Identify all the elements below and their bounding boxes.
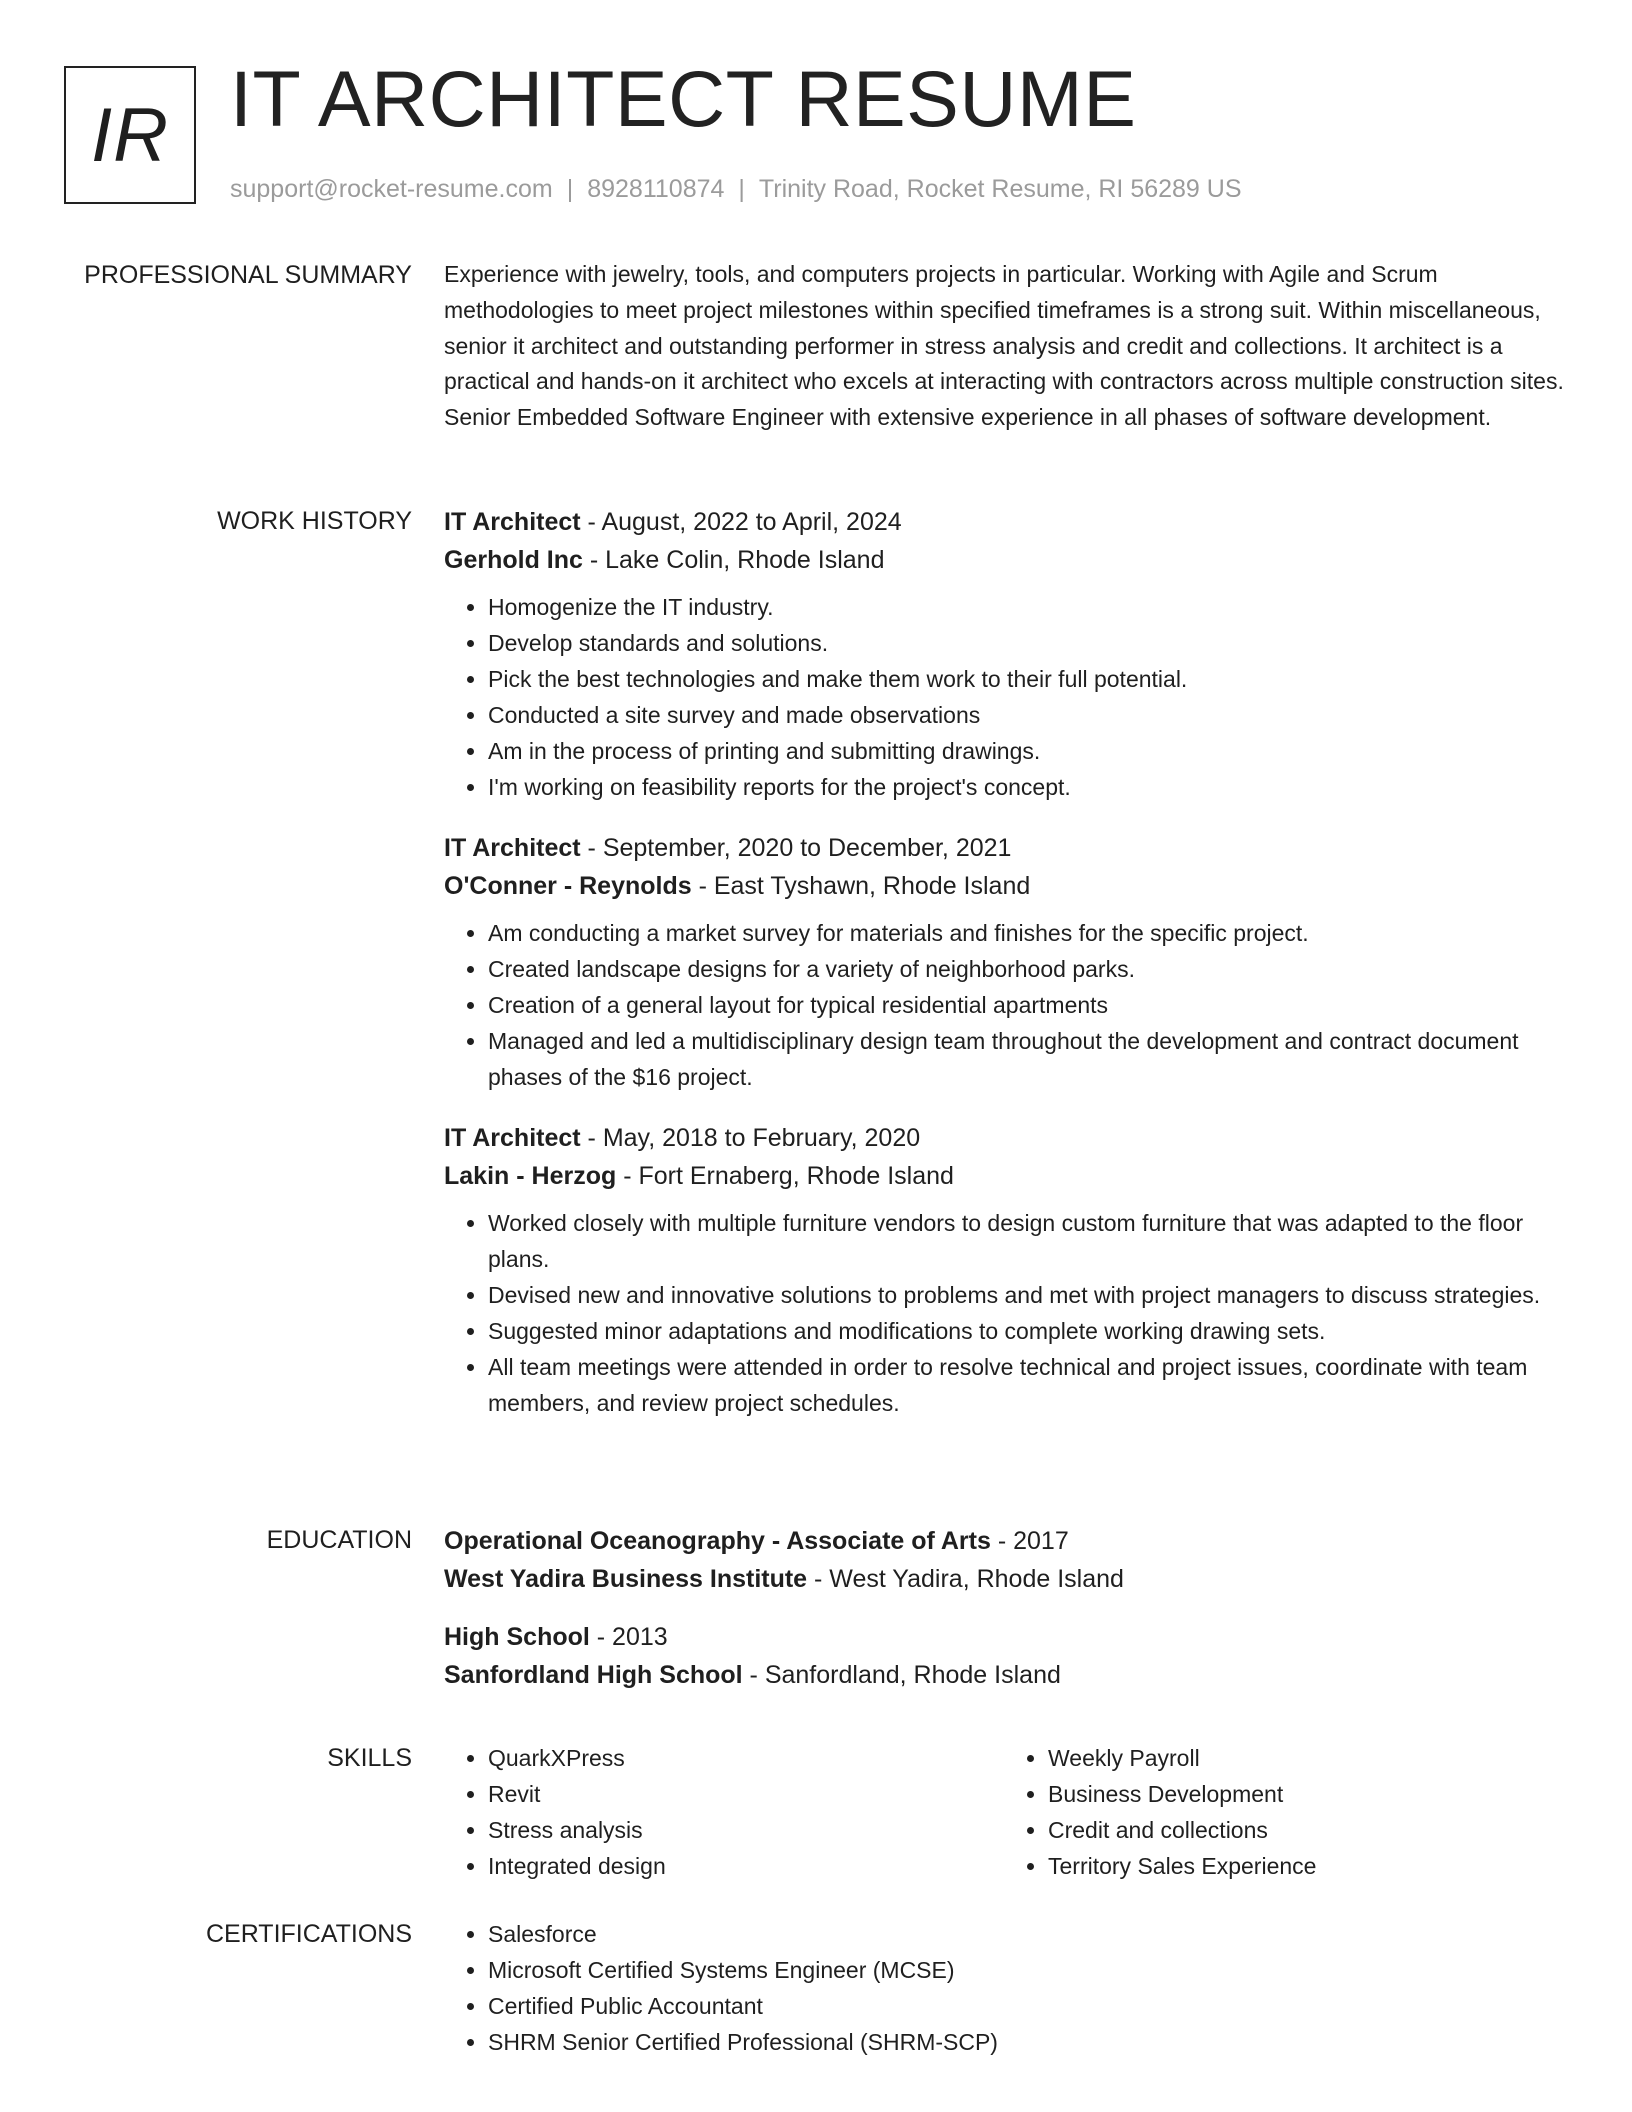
list-item: • Integrated design	[488, 1848, 1004, 1884]
summary-body	[444, 257, 1564, 436]
separator: |	[738, 175, 745, 203]
list-item: • QuarkXPress	[488, 1740, 1004, 1776]
education-body	[444, 1522, 1564, 1718]
work-body	[444, 503, 1564, 1445]
school-location: - Sanfordland, Rhode Island	[742, 1661, 1061, 1689]
list-item: • All team meetings were attended in order to resolve technical and project issues, coordinate with team members, and review project schedules.	[488, 1349, 1564, 1421]
job-location: - Fort Ernaberg, Rhode Island	[616, 1162, 954, 1190]
school-location: - West Yadira, Rhode Island	[807, 1565, 1124, 1593]
list-item: • Credit and collections	[1048, 1812, 1564, 1848]
section-label-work: WORK HISTORY	[217, 507, 412, 535]
separator: |	[566, 175, 574, 203]
section-label-skills: SKILLS	[327, 1744, 412, 1772]
certifications-body	[444, 1916, 1564, 2060]
job-entry	[444, 1119, 1564, 1421]
school-name: Sanfordland High School	[444, 1661, 743, 1689]
section-label-education: EDUCATION	[266, 1526, 412, 1554]
list-item: • Territory Sales Experience	[1048, 1848, 1564, 1884]
list-item: • Certified Public Accountant	[488, 1988, 1564, 2024]
job-bullets	[444, 589, 1564, 805]
certifications-list	[444, 1916, 1564, 2060]
list-item: • Managed and led a multidisciplinary design team throughout the development and contract document phases of the $16 project.	[488, 1023, 1564, 1095]
job-dates: - August, 2022 to April, 2024	[580, 508, 902, 536]
resume-title: IT ARCHITECT RESUME	[230, 54, 1137, 143]
list-item: • Business Development	[1048, 1776, 1564, 1812]
graduation-year: - 2017	[990, 1527, 1069, 1555]
skills-list-left	[444, 1740, 1004, 1884]
list-item: • Revit	[488, 1776, 1004, 1812]
list-item: • Creation of a general layout for typical residential apartments	[488, 987, 1564, 1023]
list-item: • Suggested minor adaptations and modifications to complete working drawing sets.	[488, 1313, 1564, 1349]
list-item: • Microsoft Certified Systems Engineer (MCSE)	[488, 1952, 1564, 1988]
list-item: • Develop standards and solutions.	[488, 625, 1564, 661]
contact-line	[230, 174, 1242, 204]
list-item: • Pick the best technologies and make them work to their full potential.	[488, 661, 1564, 697]
job-location: - Lake Colin, Rhode Island	[582, 546, 885, 574]
school-name: West Yadira Business Institute	[444, 1565, 808, 1593]
job-entry	[444, 503, 1564, 805]
list-item: • Homogenize the IT industry.	[488, 589, 1564, 625]
summary-text: Experience with jewelry, tools, and computers projects in particular. Working with Agile and Scrum methodologies to meet project milestones within specified timeframes is a strong suit. Within miscellaneous, senior it architect and outstanding performer in stress analysis and credit and collections. It architect is a practical and hands-on it architect who excels at interacting with contractors across multiple construction sites. Senior Embedded Software Engineer with extensive experience in all phases of software development.	[444, 261, 1564, 431]
list-item: • Salesforce	[488, 1916, 1564, 1952]
job-location: - East Tyshawn, Rhode Island	[691, 872, 1031, 900]
skills-body	[444, 1740, 1564, 1884]
list-item: • Devised new and innovative solutions to problems and met with project managers to discuss strategies.	[488, 1277, 1564, 1313]
contact-address: Trinity Road, Rocket Resume, RI 56289 US	[758, 175, 1242, 203]
skills-list-right	[1004, 1740, 1564, 1884]
education-entry	[444, 1618, 1564, 1694]
list-item: • Created landscape designs for a variety of neighborhood parks.	[488, 951, 1564, 987]
list-item: • Stress analysis	[488, 1812, 1004, 1848]
list-item: • Worked closely with multiple furniture vendors to design custom furniture that was adapted to the floor plans.	[488, 1205, 1564, 1277]
job-company: O'Conner - Reynolds	[444, 872, 692, 900]
degree: High School	[444, 1623, 590, 1651]
job-company: Gerhold Inc	[444, 546, 583, 574]
list-item: • Weekly Payroll	[1048, 1740, 1564, 1776]
list-item: • Am conducting a market survey for materials and finishes for the specific project.	[488, 915, 1564, 951]
section-label-certifications: CERTIFICATIONS	[205, 1920, 412, 1948]
monogram-logo: IR	[64, 66, 196, 204]
graduation-year: - 2013	[589, 1623, 668, 1651]
job-entry	[444, 829, 1564, 1095]
job-dates: - May, 2018 to February, 2020	[580, 1124, 921, 1152]
section-label-summary: PROFESSIONAL SUMMARY	[84, 261, 412, 289]
job-dates: - September, 2020 to December, 2021	[580, 834, 1012, 862]
job-title: IT Architect	[444, 508, 581, 536]
education-entry	[444, 1522, 1564, 1598]
list-item: • Am in the process of printing and submitting drawings.	[488, 733, 1564, 769]
job-title: IT Architect	[444, 1124, 581, 1152]
job-company: Lakin - Herzog	[444, 1162, 617, 1190]
contact-phone[interactable]: 8928110874	[587, 175, 725, 203]
list-item: • Conducted a site survey and made observations	[488, 697, 1564, 733]
job-title: IT Architect	[444, 834, 581, 862]
degree: Operational Oceanography - Associate of Arts	[444, 1527, 991, 1555]
contact-email[interactable]: support@rocket-resume.com	[230, 175, 553, 203]
job-bullets	[444, 1205, 1564, 1421]
job-bullets	[444, 915, 1564, 1095]
list-item: • SHRM Senior Certified Professional (SHRM-SCP)	[488, 2024, 1564, 2060]
list-item: • I'm working on feasibility reports for the project's concept.	[488, 769, 1564, 805]
